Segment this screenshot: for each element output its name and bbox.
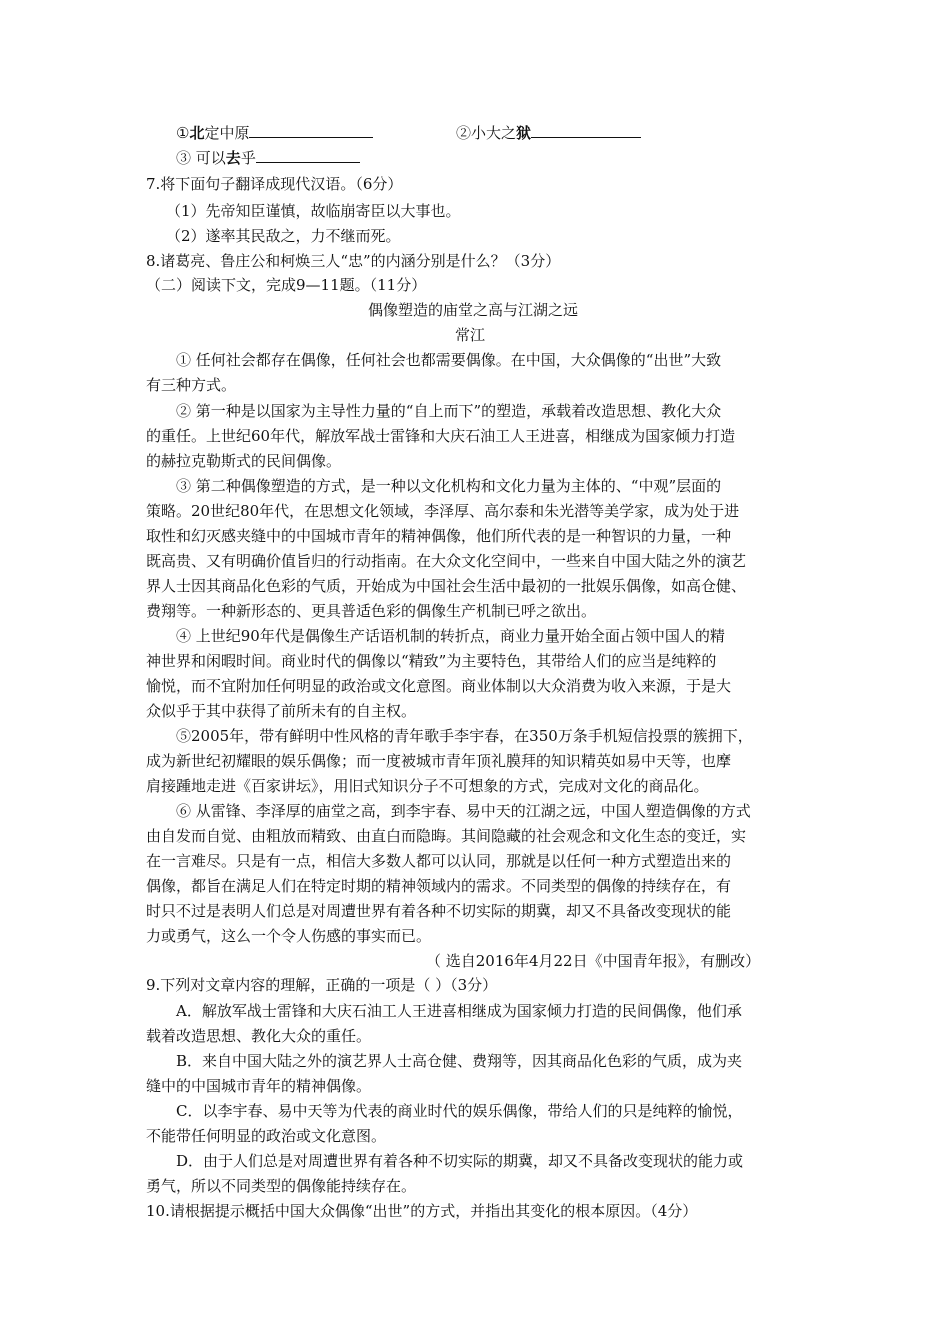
article-line: 费翔等。一种新形态的、更具普适色彩的偶像生产机制已呼之欲出。	[146, 602, 597, 620]
answer-blank[interactable]	[249, 122, 373, 138]
answer-blank[interactable]	[531, 122, 641, 138]
option-b-line: B．来自中国大陆之外的演艺界人士高仓健、费翔等，因其商品化色彩的气质，成为夹	[176, 1052, 743, 1070]
question-7-sentence-1: （1）先帝知臣谨慎，故临崩寄臣以大事也。	[166, 202, 461, 220]
option-d-line: 勇气，所以不同类型的偶像能持续存在。	[146, 1177, 417, 1195]
item-marker: ③	[176, 149, 192, 167]
article-line: ③ 第二种偶像塑造的方式，是一种以文化机构和文化力量为主体的、“中观”层面的	[176, 477, 722, 495]
article-line: 力或勇气，这么一个令人伤感的事实而已。	[146, 927, 432, 945]
option-a-line: A．解放军战士雷锋和大庆石油工人王进喜相继成为国家倾力打造的民间偶像，他们承	[176, 1002, 742, 1020]
article-line: 成为新世纪初耀眼的娱乐偶像；而一度被城市青年顶礼膜拜的知识精英如易中天等，也摩	[146, 752, 732, 770]
article-line: 取性和幻灭感夹缝中的中国城市青年的精神偶像，他们所代表的是一种智识的力量，一种	[146, 527, 732, 545]
article-line: 既高贵、又有明确价值旨归的行动指南。在大众文化空间中，一些来自中国大陆之外的演艺	[146, 552, 747, 570]
article-line: ④ 上世纪90年代是偶像生产话语机制的转折点，商业力量开始全面占领中国人的精	[176, 627, 725, 645]
bold-char: 北	[189, 124, 205, 142]
bold-char: 去	[225, 149, 241, 167]
item-marker: ①	[176, 124, 190, 142]
option-a-line: 载着改造思想、教化大众的重任。	[146, 1027, 372, 1045]
article-line: 界人士因其商品化色彩的气质，开始成为中国社会生活中最初的一批娱乐偶像，如高仓健、	[146, 577, 747, 595]
option-d-line: D．由于人们总是对周遭世界有着各种不切实际的期冀，却又不具备改变现状的能力或	[176, 1152, 744, 1170]
article-line: 愉悦，而不宜附加任何明显的政治或文化意图。商业体制以大众消费为收入来源，于是大	[146, 677, 732, 695]
fill-item-2	[456, 122, 641, 144]
option-c-line: C．以李宇春、易中天等为代表的商业时代的娱乐偶像，带给人们的只是纯粹的愉悦，	[176, 1102, 743, 1120]
answer-blank[interactable]	[256, 147, 360, 163]
item-text: 小大之	[471, 124, 517, 142]
article-line: 策略。20世纪80年代，在思想文化领域，李泽厚、高尔泰和朱光潜等美学家，成为处于进	[146, 502, 740, 520]
article-line: 在一言难尽。只是有一点，相信大多数人都可以认同，那就是以任何一种方式塑造出来的	[146, 852, 732, 870]
fill-item-1	[176, 122, 373, 144]
item-text: 可以	[191, 149, 226, 167]
question-8-title: 8.诸葛亮、鲁庄公和柯焕三人“忠”的内涵分别是什么？（3分）	[146, 252, 561, 270]
item-marker: ②	[456, 124, 472, 142]
article-source: （ 选自2016年4月22日《中国青年报》，有删改）	[426, 952, 761, 970]
article-line: 时只不过是表明人们总是对周遭世界有着各种不切实际的期冀，却又不具备改变现状的能	[146, 902, 732, 920]
question-9-title: 9.下列对文章内容的理解，正确的一项是（ ）（3分）	[146, 976, 498, 994]
question-7-title: 7.将下面句子翻译成现代汉语。（6分）	[146, 175, 403, 193]
article-title: 偶像塑造的庙堂之高与江湖之远	[368, 301, 579, 319]
article-line: ⑤2005年，带有鲜明中性风格的青年歌手李宇春，在350万条手机短信投票的簇拥下，	[176, 727, 753, 745]
fill-item-3	[176, 147, 360, 169]
question-10-title: 10.请根据提示概括中国大众偶像“出世”的方式，并指出其变化的根本原因。（4分）	[146, 1202, 698, 1220]
bold-char: 狱	[516, 124, 532, 142]
article-line: ① 任何社会都存在偶像，任何社会也都需要偶像。在中国，大众偶像的“出世”大致	[176, 351, 722, 369]
item-text: 乎	[240, 149, 256, 167]
section-2-heading: （二）阅读下文，完成9—11题。（11分）	[146, 276, 427, 294]
article-line: 的重任。上世纪60年代，解放军战士雷锋和大庆石油工人王进喜，相继成为国家倾力打造	[146, 427, 736, 445]
article-line: 众似乎于其中获得了前所未有的自主权。	[146, 702, 417, 720]
item-text: 定中原	[204, 124, 250, 142]
article-line: 由自发而自觉、由粗放而精致、由直白而隐晦。其间隐藏的社会观念和文化生态的变迁，实	[146, 827, 747, 845]
question-7-sentence-2: （2）遂率其民敌之，力不继而死。	[166, 227, 401, 245]
article-line: ⑥ 从雷锋、李泽厚的庙堂之高，到李宇春、易中天的江湖之远，中国人塑造偶像的方式	[176, 802, 751, 820]
article-author: 常江	[455, 326, 486, 344]
article-line: 有三种方式。	[146, 376, 237, 394]
article-line: 肩接踵地走进《百家讲坛》，用旧式知识分子不可想象的方式，完成对文化的商品化。	[146, 777, 709, 795]
article-line: 的赫拉克勒斯式的民间偶像。	[146, 452, 342, 470]
article-line: ② 第一种是以国家为主导性力量的“自上而下”的塑造，承载着改造思想、教化大众	[176, 402, 722, 420]
article-line: 偶像，都旨在满足人们在特定时期的精神领域内的需求。不同类型的偶像的持续存在，有	[146, 877, 732, 895]
option-c-line: 不能带任何明显的政治或文化意图。	[146, 1127, 387, 1145]
article-line: 神世界和闲暇时间。商业时代的偶像以“精致”为主要特色，其带给人们的应当是纯粹的	[146, 652, 717, 670]
option-b-line: 缝中的中国城市青年的精神偶像。	[146, 1077, 372, 1095]
